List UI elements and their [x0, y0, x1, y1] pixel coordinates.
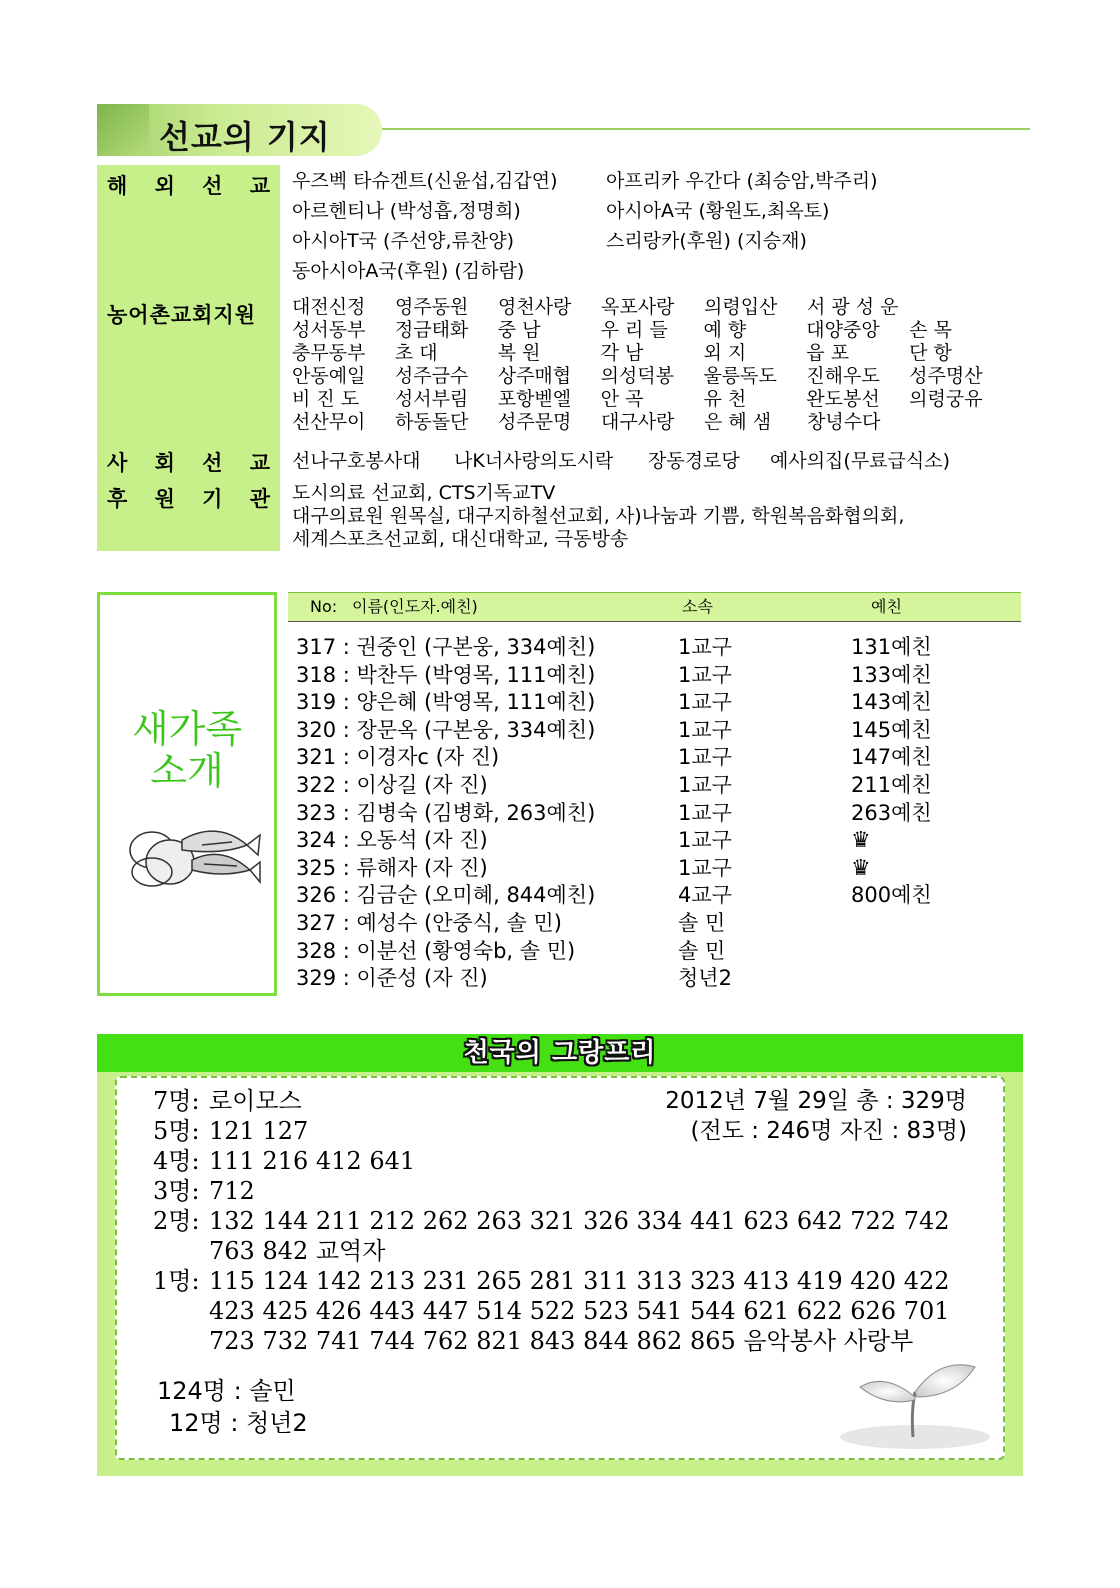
new-family-row [296, 827, 996, 855]
member-affiliation: 1교구 [678, 745, 732, 770]
rural-church: 대양중앙 [806, 319, 880, 341]
rural-church: 비 진 도 [292, 388, 360, 410]
rural-church: 완도봉선 [806, 388, 880, 410]
member-yechin: 131예친 [851, 635, 932, 659]
new-family-title: 소개 [150, 749, 224, 793]
new-family-row [296, 744, 996, 772]
overseas-label: 해 외 선 교 [107, 174, 270, 198]
member-entry: 318 : 박찬두 (박영목, 111예친) [296, 662, 596, 687]
crown-icon: ♛ [851, 828, 871, 854]
rural-church: 초 대 [394, 342, 438, 364]
new-family-table-header [288, 592, 1021, 622]
rural-church: 진해우도 [806, 365, 880, 387]
rural-church: 성서동부 [292, 319, 366, 341]
rural-church: 영주동원 [395, 296, 469, 318]
member-entry: 320 : 장문옥 (구본웅, 334예친) [296, 717, 596, 742]
member-affiliation: 1교구 [678, 772, 732, 797]
grandprix-count-label: 7명: [153, 1087, 200, 1115]
new-family-row [296, 689, 996, 717]
rural-church: 예 향 [703, 319, 747, 341]
member-entry: 323 : 김병숙 (김병화, 263예친) [296, 800, 596, 825]
grandprix-panel [97, 1034, 1023, 1476]
rural-church: 창녕수다 [807, 411, 881, 433]
new-family-row [296, 910, 996, 938]
rural-church: 충무동부 [292, 342, 366, 364]
grandprix-members: 121 127 [209, 1117, 309, 1145]
rural-church: 안 곡 [600, 388, 644, 410]
member-yechin: 145예친 [851, 717, 932, 742]
rural-church: 외 지 [703, 342, 747, 364]
overseas-item: 우즈벡 타슈겐트(신윤섭,김갑연) [292, 170, 558, 192]
member-entry: 325 : 류해자 (자 진) [296, 855, 488, 880]
grandprix-header [97, 1034, 1023, 1072]
grandprix-members: 111 216 412 641 [209, 1147, 416, 1175]
member-entry: 324 : 오동석 (자 진) [296, 828, 488, 853]
grandprix-members: 115 124 142 213 231 265 281 311 313 323 413 419 420 422 [209, 1267, 950, 1295]
rural-church: 성주금수 [394, 365, 469, 387]
new-family-title: 새가족 [131, 707, 243, 751]
new-family-list [296, 634, 996, 993]
rural-church: 서 광 성 운 [807, 296, 899, 318]
new-family-row [296, 965, 996, 993]
rural-label: 농어촌교회지원 [107, 303, 257, 327]
grandprix-members: 로이모스 [209, 1087, 302, 1115]
member-affiliation: 1교구 [678, 662, 732, 687]
grandprix-count-label: 1명: [153, 1267, 200, 1295]
member-yechin: 263예친 [851, 800, 932, 825]
member-yechin: 147예친 [851, 745, 932, 770]
rural-row [292, 365, 1012, 388]
new-family-panel [97, 592, 277, 996]
header-no: No: [310, 597, 338, 616]
rural-church: 선산무이 [292, 411, 366, 433]
overseas-item: 아르헨티나 (박성흡,정명희) [292, 200, 521, 222]
grandprix-members: 712 [209, 1177, 255, 1205]
grandprix-line [153, 1266, 950, 1296]
member-affiliation: 1교구 [678, 717, 732, 742]
rural-church: 중 남 [497, 319, 541, 341]
rural-church: 성주문명 [498, 411, 572, 433]
member-entry: 319 : 양은혜 (박영목, 111예친) [296, 690, 596, 715]
member-affiliation: 1교구 [678, 800, 732, 825]
rural-church: 정금태화 [394, 319, 469, 341]
member-affiliation: 청년2 [678, 966, 732, 991]
member-affiliation: 4교구 [678, 883, 732, 908]
rural-church: 손 목 [909, 319, 952, 341]
member-entry: 329 : 이준성 (자 진) [296, 966, 488, 991]
header-affiliation: 소속 [682, 597, 713, 616]
rural-church: 의령궁유 [909, 388, 983, 410]
member-entry: 328 : 이분선 (황영숙b, 솔 민) [296, 938, 576, 963]
rural-church: 안동예일 [292, 365, 366, 387]
grandprix-line [153, 1176, 255, 1206]
rural-church-grid [292, 296, 1012, 434]
member-affiliation: 솔 민 [678, 938, 726, 963]
grandprix-line [153, 1236, 385, 1266]
new-family-row [296, 938, 996, 966]
new-family-row [296, 634, 996, 662]
social-item: 선나구호봉사대 [292, 450, 421, 472]
overseas-item: 스리랑카(후원) (지승재) [606, 230, 807, 252]
missions-title: 선교의 기지 [159, 118, 331, 156]
rural-church: 하동돌단 [395, 411, 469, 433]
rural-church: 의령입산 [704, 296, 778, 318]
member-yechin: 211예친 [851, 772, 932, 797]
missions-label-column [97, 165, 280, 551]
grandprix-summary: 2012년 7월 29일 총 : 329명 [665, 1088, 967, 1114]
missions-title-tab [97, 104, 382, 156]
member-entry: 317 : 권중인 (구본웅, 334예친) [296, 635, 596, 659]
member-affiliation: 1교구 [678, 635, 732, 659]
member-affiliation: 1교구 [678, 690, 732, 715]
member-yechin: 133예친 [851, 662, 932, 687]
sprout-illustration-icon [825, 1342, 995, 1452]
member-entry: 321 : 이경자c (자 진) [296, 745, 500, 770]
social-item: 장동경로당 [648, 450, 740, 472]
member-entry: 326 : 김금순 (오미혜, 844예친) [296, 883, 596, 908]
rural-church: 우 리 들 [600, 319, 668, 341]
header-name: 이름(인도자.예친) [352, 597, 478, 616]
rural-church: 유 천 [703, 388, 747, 410]
rural-church: 복 원 [497, 342, 541, 364]
member-affiliation: 솔 민 [678, 910, 726, 935]
rural-church: 은 혜 샘 [704, 411, 772, 433]
header-rule [382, 128, 1030, 130]
grandprix-extra: 12명 : 청년2 [169, 1409, 308, 1437]
grandprix-count-label: 5명: [153, 1117, 200, 1145]
new-family-row [296, 882, 996, 910]
member-affiliation: 1교구 [678, 828, 732, 853]
grandprix-members: 423 425 426 443 447 514 522 523 541 544 621 622 626 701 [209, 1297, 950, 1325]
rural-row [292, 296, 1012, 319]
member-entry: 322 : 이상길 (자 진) [296, 772, 488, 797]
grandprix-title: 천국의 그랑프리 [463, 1038, 657, 1068]
rural-church: 읍 포 [806, 342, 850, 364]
sponsor-line: 대구의료원 원목실, 대구지하철선교회, 사)나눔과 기쁨, 학원복음화협의회, [292, 505, 905, 527]
crown-icon: ♛ [851, 855, 871, 881]
member-yechin: 800예친 [851, 883, 932, 908]
rural-church: 영천사랑 [498, 296, 572, 318]
grandprix-count-label: 4명: [153, 1147, 200, 1175]
grandprix-line [153, 1296, 950, 1326]
sponsors-label: 후 원 기 관 [107, 487, 270, 511]
rural-row [292, 411, 1012, 434]
rural-church: 옥포사랑 [601, 296, 675, 318]
missions-header [97, 104, 1030, 156]
leaf-decoration-icon [97, 104, 149, 156]
rural-row [292, 388, 1012, 411]
rural-church: 의성덕봉 [600, 365, 674, 387]
grandprix-line [153, 1146, 415, 1176]
grandprix-count-label: 2명: [153, 1207, 200, 1235]
social-item: 나K너사랑의도시락 [454, 450, 614, 472]
grandprix-line [153, 1206, 950, 1236]
rural-church: 성주명산 [909, 365, 983, 387]
rural-church: 단 항 [909, 342, 952, 364]
rural-church: 성서부림 [394, 388, 469, 410]
rural-church: 포항벧엘 [497, 388, 572, 410]
social-item: 예사의집(무료급식소) [770, 450, 951, 472]
sponsor-line: 세계스포츠선교회, 대신대학교, 극동방송 [292, 528, 629, 550]
member-entry: 327 : 예성수 (안중식, 솔 민) [296, 910, 562, 935]
member-affiliation: 1교구 [678, 855, 732, 880]
grandprix-summary-detail: (전도 : 246명 자진 : 83명) [690, 1118, 967, 1144]
grandprix-members: 132 144 211 212 262 263 321 326 334 441 623 642 722 742 [209, 1207, 950, 1235]
header-yechin: 예친 [871, 597, 902, 616]
overseas-item: 아시아A국 (황원도,최옥토) [606, 200, 830, 222]
grandprix-members: 763 842 교역자 [209, 1237, 386, 1265]
new-family-row [296, 855, 996, 883]
new-family-row [296, 717, 996, 745]
rural-row [292, 342, 1012, 365]
overseas-item: 동아시아A국(후원) (김하람) [292, 260, 525, 282]
rural-church: 대구사랑 [601, 411, 675, 433]
grandprix-line [153, 1116, 308, 1146]
overseas-item: 아시아T국 (주선양,류찬양) [292, 230, 515, 252]
grandprix-count-label: 3명: [153, 1177, 200, 1205]
social-label: 사 회 선 교 [107, 451, 270, 475]
rural-church: 각 남 [600, 342, 644, 364]
grandprix-content [115, 1076, 1005, 1460]
new-family-row [296, 800, 996, 828]
bread-fish-illustration-icon [122, 800, 262, 900]
sponsor-line: 도시의료 선교회, CTS기독교TV [292, 482, 556, 504]
overseas-item: 아프리카 우간다 (최승암,박주리) [606, 170, 878, 192]
grandprix-line [153, 1326, 913, 1356]
grandprix-extra: 124명 : 솔민 [157, 1377, 296, 1405]
rural-church: 울릉독도 [703, 365, 777, 387]
grandprix-members: 723 732 741 744 762 821 843 844 862 865 음악봉사 사랑부 [209, 1327, 914, 1355]
member-yechin: 143예친 [851, 690, 932, 715]
new-family-row [296, 772, 996, 800]
rural-church: 대전신정 [292, 296, 366, 318]
rural-church: 상주매협 [497, 365, 572, 387]
new-family-row [296, 662, 996, 690]
rural-row [292, 319, 1012, 342]
grandprix-line [153, 1086, 302, 1116]
